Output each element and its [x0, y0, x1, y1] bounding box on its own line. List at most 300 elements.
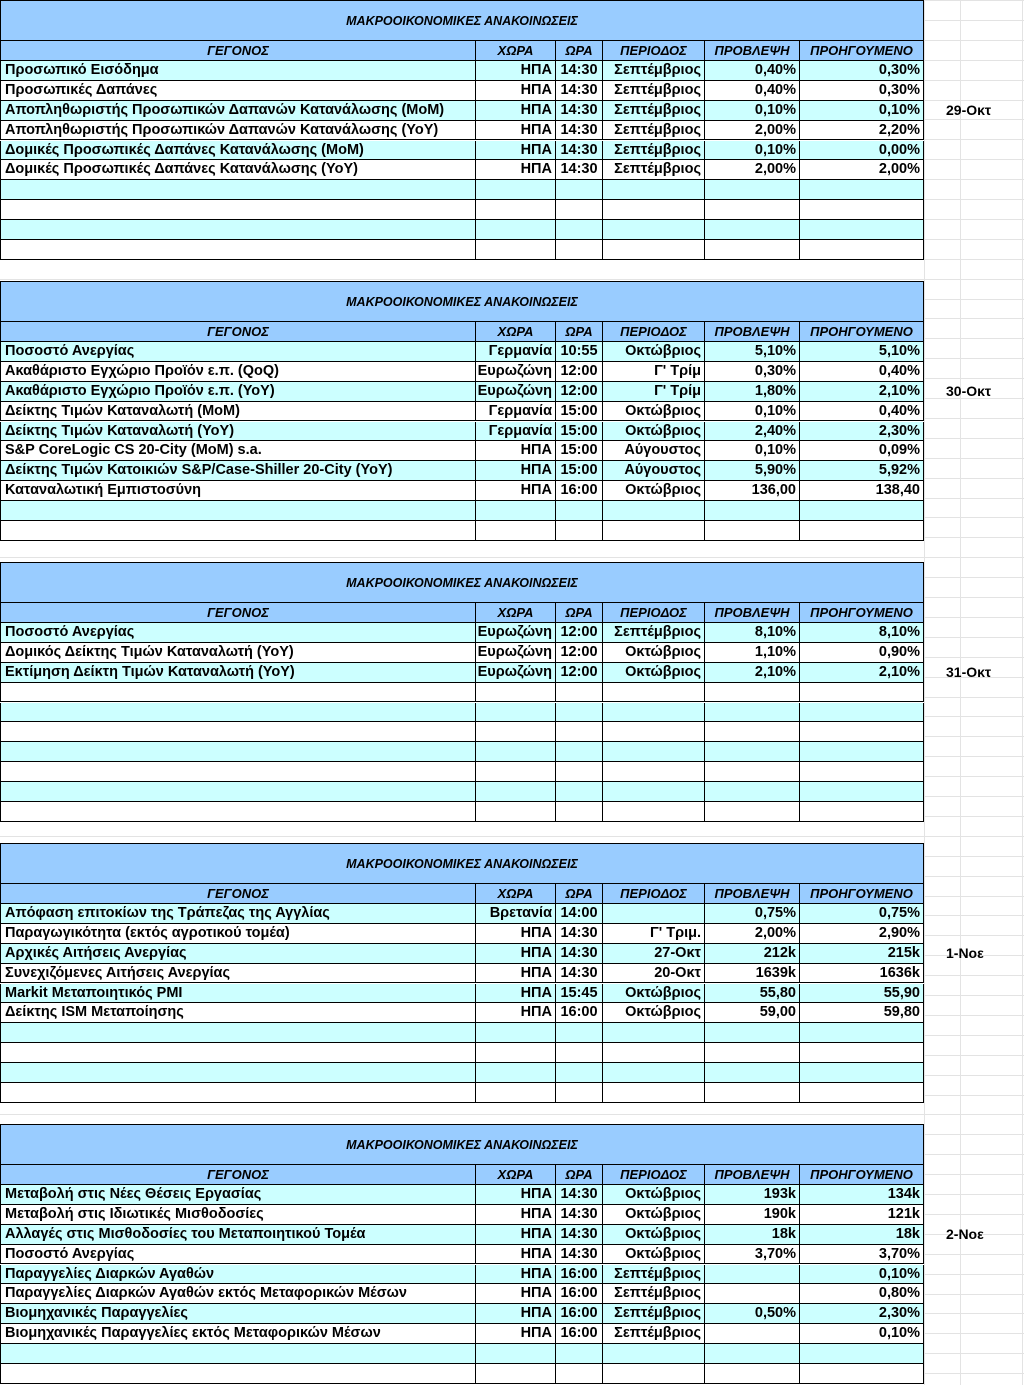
cell-previous[interactable]: 0,80%	[800, 1284, 924, 1304]
cell-period[interactable]: Σεπτέμβριος	[603, 623, 705, 643]
cell-country[interactable]: ΗΠΑ	[476, 101, 556, 121]
cell-time[interactable]: 14:30	[556, 1185, 603, 1205]
cell-forecast[interactable]	[705, 762, 800, 782]
cell-country[interactable]	[476, 782, 556, 802]
cell-event[interactable]: Ποσοστό Ανεργίας	[0, 1245, 476, 1265]
cell-previous[interactable]: 0,40%	[800, 402, 924, 422]
cell-forecast[interactable]: 0,10%	[705, 441, 800, 461]
cell-country[interactable]	[476, 742, 556, 762]
cell-event[interactable]: Παραγγελίες Διαρκών Αγαθών	[0, 1265, 476, 1285]
cell-period[interactable]: Σεπτέμβριος	[603, 141, 705, 161]
cell-period[interactable]	[603, 200, 705, 220]
cell-forecast[interactable]	[705, 742, 800, 762]
cell-time[interactable]	[556, 501, 603, 521]
cell-country[interactable]	[476, 762, 556, 782]
cell-period[interactable]: Γ' Τρίμ	[603, 382, 705, 402]
cell-country[interactable]: ΗΠΑ	[476, 964, 556, 984]
cell-country[interactable]: ΗΠΑ	[476, 481, 556, 501]
cell-period[interactable]: Σεπτέμβριος	[603, 160, 705, 180]
cell-country[interactable]	[476, 501, 556, 521]
cell-previous[interactable]	[800, 180, 924, 200]
cell-forecast[interactable]: 55,80	[705, 984, 800, 1004]
cell-previous[interactable]	[800, 240, 924, 260]
cell-event[interactable]	[0, 1063, 476, 1083]
cell-time[interactable]: 14:30	[556, 1225, 603, 1245]
cell-time[interactable]: 16:00	[556, 1284, 603, 1304]
cell-forecast[interactable]	[705, 200, 800, 220]
cell-forecast[interactable]	[705, 1265, 800, 1285]
cell-forecast[interactable]: 190k	[705, 1205, 800, 1225]
cell-forecast[interactable]: 1,80%	[705, 382, 800, 402]
cell-forecast[interactable]	[705, 220, 800, 240]
cell-forecast[interactable]: 2,10%	[705, 663, 800, 683]
cell-period[interactable]: 27-Οκτ	[603, 944, 705, 964]
cell-previous[interactable]: 0,10%	[800, 1265, 924, 1285]
cell-country[interactable]: ΗΠΑ	[476, 1324, 556, 1344]
cell-previous[interactable]: 8,10%	[800, 623, 924, 643]
cell-period[interactable]: Σεπτέμβριος	[603, 1284, 705, 1304]
cell-forecast[interactable]: 5,90%	[705, 461, 800, 481]
cell-period[interactable]: Οκτώβριος	[603, 1225, 705, 1245]
cell-country[interactable]: Ευρωζώνη	[476, 362, 556, 382]
cell-time[interactable]: 14:30	[556, 924, 603, 944]
cell-country[interactable]: ΗΠΑ	[476, 1265, 556, 1285]
cell-previous[interactable]: 121k	[800, 1205, 924, 1225]
cell-previous[interactable]: 134k	[800, 1185, 924, 1205]
cell-previous[interactable]: 3,70%	[800, 1245, 924, 1265]
cell-forecast[interactable]	[705, 1344, 800, 1364]
cell-previous[interactable]: 2,30%	[800, 422, 924, 442]
cell-previous[interactable]	[800, 521, 924, 541]
cell-forecast[interactable]	[705, 703, 800, 723]
cell-forecast[interactable]	[705, 180, 800, 200]
cell-country[interactable]: Ευρωζώνη	[476, 382, 556, 402]
cell-previous[interactable]: 138,40	[800, 481, 924, 501]
cell-period[interactable]: Αύγουστος	[603, 441, 705, 461]
cell-country[interactable]	[476, 180, 556, 200]
cell-previous[interactable]: 55,90	[800, 984, 924, 1004]
cell-time[interactable]: 15:00	[556, 422, 603, 442]
cell-forecast[interactable]: 59,00	[705, 1003, 800, 1023]
cell-time[interactable]	[556, 1023, 603, 1043]
cell-period[interactable]: Αύγουστος	[603, 461, 705, 481]
cell-time[interactable]: 14:00	[556, 904, 603, 924]
cell-country[interactable]: ΗΠΑ	[476, 441, 556, 461]
cell-forecast[interactable]: 1639k	[705, 964, 800, 984]
cell-event[interactable]: Βιομηχανικές Παραγγελίες	[0, 1304, 476, 1324]
cell-forecast[interactable]: 2,00%	[705, 121, 800, 141]
cell-time[interactable]: 16:00	[556, 1324, 603, 1344]
cell-forecast[interactable]: 0,10%	[705, 402, 800, 422]
cell-forecast[interactable]	[705, 1324, 800, 1344]
cell-event[interactable]	[0, 501, 476, 521]
cell-time[interactable]: 15:00	[556, 461, 603, 481]
cell-event[interactable]: Εκτίμηση Δείκτη Τιμών Καταναλωτή (YoY)	[0, 663, 476, 683]
cell-previous[interactable]	[800, 1083, 924, 1103]
cell-period[interactable]	[603, 683, 705, 703]
cell-period[interactable]: Σεπτέμβριος	[603, 101, 705, 121]
cell-previous[interactable]	[800, 1023, 924, 1043]
cell-country[interactable]: ΗΠΑ	[476, 1284, 556, 1304]
cell-event[interactable]: Ποσοστό Ανεργίας	[0, 342, 476, 362]
cell-time[interactable]	[556, 1083, 603, 1103]
cell-forecast[interactable]: 3,70%	[705, 1245, 800, 1265]
cell-period[interactable]	[603, 703, 705, 723]
cell-previous[interactable]: 59,80	[800, 1003, 924, 1023]
cell-forecast[interactable]	[705, 501, 800, 521]
cell-event[interactable]: Δείκτης ISM Μεταποίησης	[0, 1003, 476, 1023]
cell-country[interactable]	[476, 1083, 556, 1103]
cell-time[interactable]: 14:30	[556, 160, 603, 180]
cell-country[interactable]	[476, 802, 556, 822]
cell-country[interactable]: Γερμανία	[476, 342, 556, 362]
cell-period[interactable]: Γ' Τριμ.	[603, 924, 705, 944]
cell-event[interactable]: Δείκτης Τιμών Κατοικιών S&P/Case-Shiller 20-City (YoY)	[0, 461, 476, 481]
cell-previous[interactable]: 0,09%	[800, 441, 924, 461]
cell-period[interactable]	[603, 501, 705, 521]
cell-forecast[interactable]: 0,10%	[705, 141, 800, 161]
cell-previous[interactable]	[800, 1364, 924, 1384]
cell-country[interactable]: ΗΠΑ	[476, 160, 556, 180]
cell-forecast[interactable]: 0,30%	[705, 362, 800, 382]
cell-time[interactable]	[556, 200, 603, 220]
cell-country[interactable]: ΗΠΑ	[476, 984, 556, 1004]
cell-country[interactable]: Γερμανία	[476, 422, 556, 442]
cell-period[interactable]: Σεπτέμβριος	[603, 121, 705, 141]
cell-event[interactable]	[0, 1023, 476, 1043]
cell-event[interactable]	[0, 220, 476, 240]
cell-country[interactable]	[476, 1364, 556, 1384]
cell-forecast[interactable]	[705, 1023, 800, 1043]
cell-previous[interactable]	[800, 762, 924, 782]
cell-time[interactable]	[556, 782, 603, 802]
cell-time[interactable]: 16:00	[556, 1304, 603, 1324]
cell-event[interactable]	[0, 762, 476, 782]
cell-forecast[interactable]	[705, 1284, 800, 1304]
cell-forecast[interactable]: 1,10%	[705, 643, 800, 663]
cell-event[interactable]	[0, 1364, 476, 1384]
cell-time[interactable]: 14:30	[556, 81, 603, 101]
cell-time[interactable]: 10:55	[556, 342, 603, 362]
cell-event[interactable]	[0, 722, 476, 742]
cell-forecast[interactable]: 212k	[705, 944, 800, 964]
cell-country[interactable]: ΗΠΑ	[476, 461, 556, 481]
cell-forecast[interactable]	[705, 683, 800, 703]
cell-country[interactable]	[476, 1344, 556, 1364]
cell-country[interactable]: ΗΠΑ	[476, 1225, 556, 1245]
cell-previous[interactable]	[800, 782, 924, 802]
cell-time[interactable]: 12:00	[556, 382, 603, 402]
cell-period[interactable]	[603, 1023, 705, 1043]
cell-country[interactable]: Ευρωζώνη	[476, 663, 556, 683]
cell-time[interactable]	[556, 1043, 603, 1063]
cell-forecast[interactable]: 2,00%	[705, 924, 800, 944]
cell-country[interactable]: ΗΠΑ	[476, 1185, 556, 1205]
cell-event[interactable]: Παραγωγικότητα (εκτός αγροτικού τομέα)	[0, 924, 476, 944]
cell-time[interactable]	[556, 722, 603, 742]
cell-period[interactable]: Σεπτέμβριος	[603, 81, 705, 101]
cell-previous[interactable]	[800, 683, 924, 703]
cell-country[interactable]: ΗΠΑ	[476, 1245, 556, 1265]
cell-previous[interactable]	[800, 1063, 924, 1083]
cell-previous[interactable]: 2,30%	[800, 1304, 924, 1324]
cell-forecast[interactable]	[705, 1083, 800, 1103]
cell-event[interactable]: Αποπληθωριστής Προσωπικών Δαπανών Κατανάλωσης (YoY)	[0, 121, 476, 141]
cell-previous[interactable]: 5,92%	[800, 461, 924, 481]
cell-event[interactable]: Μεταβολή στις Ιδιωτικές Μισθοδοσίες	[0, 1205, 476, 1225]
cell-event[interactable]: Ποσοστό Ανεργίας	[0, 623, 476, 643]
cell-event[interactable]	[0, 802, 476, 822]
cell-time[interactable]	[556, 521, 603, 541]
cell-event[interactable]: Ακαθάριστο Εγχώριο Προϊόν ε.π. (YoY)	[0, 382, 476, 402]
cell-time[interactable]: 14:30	[556, 101, 603, 121]
cell-previous[interactable]: 215k	[800, 944, 924, 964]
cell-period[interactable]	[603, 1063, 705, 1083]
cell-event[interactable]: Μεταβολή στις Νέες Θέσεις Εργασίας	[0, 1185, 476, 1205]
cell-time[interactable]	[556, 1344, 603, 1364]
cell-country[interactable]: ΗΠΑ	[476, 924, 556, 944]
cell-event[interactable]	[0, 782, 476, 802]
cell-forecast[interactable]	[705, 1063, 800, 1083]
cell-period[interactable]: Οκτώβριος	[603, 422, 705, 442]
cell-previous[interactable]	[800, 802, 924, 822]
cell-country[interactable]	[476, 703, 556, 723]
cell-previous[interactable]: 0,30%	[800, 61, 924, 81]
cell-event[interactable]: Αλλαγές στις Μισθοδοσίες του Μεταποιητικού Τομέα	[0, 1225, 476, 1245]
cell-period[interactable]	[603, 240, 705, 260]
cell-time[interactable]: 12:00	[556, 362, 603, 382]
cell-time[interactable]	[556, 220, 603, 240]
cell-forecast[interactable]	[705, 1043, 800, 1063]
cell-event[interactable]: Δομικές Προσωπικές Δαπάνες Κατανάλωσης (MoM)	[0, 141, 476, 161]
cell-country[interactable]: ΗΠΑ	[476, 944, 556, 964]
cell-previous[interactable]: 2,90%	[800, 924, 924, 944]
cell-country[interactable]: ΗΠΑ	[476, 61, 556, 81]
cell-time[interactable]: 16:00	[556, 1265, 603, 1285]
cell-forecast[interactable]: 0,40%	[705, 81, 800, 101]
cell-event[interactable]	[0, 180, 476, 200]
cell-period[interactable]: Οκτώβριος	[603, 984, 705, 1004]
cell-time[interactable]: 16:00	[556, 481, 603, 501]
cell-time[interactable]	[556, 1364, 603, 1384]
cell-previous[interactable]: 0,10%	[800, 101, 924, 121]
cell-event[interactable]: Δομικός Δείκτης Τιμών Καταναλωτή (YoY)	[0, 643, 476, 663]
cell-country[interactable]: ΗΠΑ	[476, 81, 556, 101]
cell-forecast[interactable]: 18k	[705, 1225, 800, 1245]
cell-period[interactable]: Οκτώβριος	[603, 481, 705, 501]
cell-period[interactable]: Οκτώβριος	[603, 663, 705, 683]
cell-country[interactable]: ΗΠΑ	[476, 141, 556, 161]
cell-forecast[interactable]: 5,10%	[705, 342, 800, 362]
cell-period[interactable]: Σεπτέμβριος	[603, 1324, 705, 1344]
cell-forecast[interactable]: 2,00%	[705, 160, 800, 180]
cell-time[interactable]	[556, 240, 603, 260]
cell-previous[interactable]	[800, 501, 924, 521]
cell-country[interactable]: ΗΠΑ	[476, 1205, 556, 1225]
cell-period[interactable]: Γ' Τρίμ	[603, 362, 705, 382]
cell-time[interactable]	[556, 762, 603, 782]
cell-event[interactable]: Δείκτης Τιμών Καταναλωτή (YoY)	[0, 422, 476, 442]
cell-time[interactable]	[556, 1063, 603, 1083]
cell-period[interactable]	[603, 782, 705, 802]
cell-event[interactable]: Παραγγελίες Διαρκών Αγαθών εκτός Μεταφορικών Μέσων	[0, 1284, 476, 1304]
cell-event[interactable]	[0, 1344, 476, 1364]
cell-time[interactable]	[556, 703, 603, 723]
cell-period[interactable]	[603, 1364, 705, 1384]
cell-country[interactable]	[476, 1023, 556, 1043]
cell-country[interactable]: Γερμανία	[476, 402, 556, 422]
cell-forecast[interactable]	[705, 782, 800, 802]
cell-forecast[interactable]	[705, 802, 800, 822]
cell-forecast[interactable]: 0,75%	[705, 904, 800, 924]
cell-time[interactable]	[556, 742, 603, 762]
cell-period[interactable]	[603, 180, 705, 200]
cell-forecast[interactable]	[705, 521, 800, 541]
cell-time[interactable]: 14:30	[556, 1245, 603, 1265]
cell-event[interactable]: Δομικές Προσωπικές Δαπάνες Κατανάλωσης (YoY)	[0, 160, 476, 180]
cell-period[interactable]	[603, 742, 705, 762]
cell-previous[interactable]: 2,10%	[800, 382, 924, 402]
cell-forecast[interactable]: 0,40%	[705, 61, 800, 81]
cell-forecast[interactable]	[705, 240, 800, 260]
cell-previous[interactable]	[800, 1043, 924, 1063]
cell-period[interactable]: Σεπτέμβριος	[603, 1265, 705, 1285]
cell-event[interactable]: Απόφαση επιτοκίων της Τράπεζας της Αγγλίας	[0, 904, 476, 924]
cell-forecast[interactable]: 136,00	[705, 481, 800, 501]
cell-event[interactable]	[0, 683, 476, 703]
cell-country[interactable]	[476, 200, 556, 220]
cell-forecast[interactable]: 0,50%	[705, 1304, 800, 1324]
cell-time[interactable]: 15:45	[556, 984, 603, 1004]
cell-period[interactable]: Οκτώβριος	[603, 1185, 705, 1205]
cell-country[interactable]	[476, 521, 556, 541]
cell-forecast[interactable]: 193k	[705, 1185, 800, 1205]
cell-previous[interactable]: 2,10%	[800, 663, 924, 683]
cell-event[interactable]: Markit Μεταποιητικός PMI	[0, 984, 476, 1004]
cell-time[interactable]: 14:30	[556, 1205, 603, 1225]
cell-time[interactable]: 14:30	[556, 61, 603, 81]
cell-forecast[interactable]: 0,10%	[705, 101, 800, 121]
cell-period[interactable]: Οκτώβριος	[603, 402, 705, 422]
cell-period[interactable]	[603, 904, 705, 924]
cell-time[interactable]: 15:00	[556, 441, 603, 461]
cell-period[interactable]	[603, 722, 705, 742]
cell-period[interactable]: Οκτώβριος	[603, 1205, 705, 1225]
cell-event[interactable]	[0, 200, 476, 220]
cell-country[interactable]	[476, 1043, 556, 1063]
cell-forecast[interactable]	[705, 722, 800, 742]
cell-event[interactable]: Αρχικές Αιτήσεις Ανεργίας	[0, 944, 476, 964]
cell-previous[interactable]	[800, 742, 924, 762]
cell-period[interactable]	[603, 1043, 705, 1063]
cell-previous[interactable]: 2,00%	[800, 160, 924, 180]
cell-period[interactable]	[603, 802, 705, 822]
cell-period[interactable]	[603, 762, 705, 782]
cell-country[interactable]: ΗΠΑ	[476, 1304, 556, 1324]
cell-period[interactable]: Οκτώβριος	[603, 1003, 705, 1023]
cell-country[interactable]	[476, 683, 556, 703]
cell-time[interactable]: 12:00	[556, 623, 603, 643]
cell-previous[interactable]: 0,75%	[800, 904, 924, 924]
cell-previous[interactable]: 0,90%	[800, 643, 924, 663]
cell-country[interactable]: Βρετανία	[476, 904, 556, 924]
cell-event[interactable]: Καταναλωτική Εμπιστοσύνη	[0, 481, 476, 501]
cell-event[interactable]	[0, 240, 476, 260]
cell-period[interactable]	[603, 220, 705, 240]
cell-previous[interactable]	[800, 703, 924, 723]
cell-previous[interactable]: 0,40%	[800, 362, 924, 382]
cell-event[interactable]	[0, 703, 476, 723]
cell-time[interactable]	[556, 802, 603, 822]
cell-forecast[interactable]: 2,40%	[705, 422, 800, 442]
cell-period[interactable]: Οκτώβριος	[603, 643, 705, 663]
cell-period[interactable]	[603, 521, 705, 541]
cell-country[interactable]	[476, 240, 556, 260]
cell-country[interactable]: Ευρωζώνη	[476, 643, 556, 663]
cell-time[interactable]	[556, 683, 603, 703]
cell-event[interactable]	[0, 521, 476, 541]
cell-event[interactable]: Δείκτης Τιμών Καταναλωτή (MoM)	[0, 402, 476, 422]
cell-event[interactable]: Αποπληθωριστής Προσωπικών Δαπανών Κατανάλωσης (MoM)	[0, 101, 476, 121]
cell-time[interactable]: 16:00	[556, 1003, 603, 1023]
cell-country[interactable]: Ευρωζώνη	[476, 623, 556, 643]
cell-period[interactable]: Σεπτέμβριος	[603, 61, 705, 81]
cell-event[interactable]: Συνεχιζόμενες Αιτήσεις Ανεργίας	[0, 964, 476, 984]
cell-event[interactable]: Βιομηχανικές Παραγγελίες εκτός Μεταφορικών Μέσων	[0, 1324, 476, 1344]
cell-time[interactable]: 14:30	[556, 944, 603, 964]
cell-event[interactable]	[0, 1043, 476, 1063]
cell-previous[interactable]: 1636k	[800, 964, 924, 984]
cell-time[interactable]: 12:00	[556, 663, 603, 683]
cell-previous[interactable]	[800, 1344, 924, 1364]
cell-forecast[interactable]: 8,10%	[705, 623, 800, 643]
cell-previous[interactable]: 0,30%	[800, 81, 924, 101]
cell-previous[interactable]: 18k	[800, 1225, 924, 1245]
cell-time[interactable]: 15:00	[556, 402, 603, 422]
cell-previous[interactable]: 2,20%	[800, 121, 924, 141]
cell-time[interactable]	[556, 180, 603, 200]
cell-period[interactable]: Σεπτέμβριος	[603, 1304, 705, 1324]
cell-previous[interactable]	[800, 200, 924, 220]
cell-country[interactable]: ΗΠΑ	[476, 121, 556, 141]
cell-forecast[interactable]	[705, 1364, 800, 1384]
cell-country[interactable]	[476, 1063, 556, 1083]
cell-previous[interactable]: 5,10%	[800, 342, 924, 362]
cell-event[interactable]: Ακαθάριστο Εγχώριο Προϊόν ε.π. (QoQ)	[0, 362, 476, 382]
cell-previous[interactable]	[800, 220, 924, 240]
cell-country[interactable]	[476, 722, 556, 742]
cell-previous[interactable]: 0,10%	[800, 1324, 924, 1344]
cell-time[interactable]: 12:00	[556, 643, 603, 663]
cell-event[interactable]: Προσωπικό Εισόδημα	[0, 61, 476, 81]
cell-time[interactable]: 14:30	[556, 121, 603, 141]
cell-period[interactable]: 20-Οκτ	[603, 964, 705, 984]
cell-period[interactable]: Οκτώβριος	[603, 1245, 705, 1265]
cell-country[interactable]: ΗΠΑ	[476, 1003, 556, 1023]
cell-time[interactable]: 14:30	[556, 964, 603, 984]
cell-event[interactable]: Προσωπικές Δαπάνες	[0, 81, 476, 101]
cell-country[interactable]	[476, 220, 556, 240]
cell-previous[interactable]	[800, 722, 924, 742]
cell-time[interactable]: 14:30	[556, 141, 603, 161]
cell-previous[interactable]: 0,00%	[800, 141, 924, 161]
cell-period[interactable]	[603, 1344, 705, 1364]
cell-event[interactable]	[0, 742, 476, 762]
cell-period[interactable]: Οκτώβριος	[603, 342, 705, 362]
cell-period[interactable]	[603, 1083, 705, 1103]
cell-event[interactable]: S&P CoreLogic CS 20-City (MoM) s.a.	[0, 441, 476, 461]
cell-event[interactable]	[0, 1083, 476, 1103]
